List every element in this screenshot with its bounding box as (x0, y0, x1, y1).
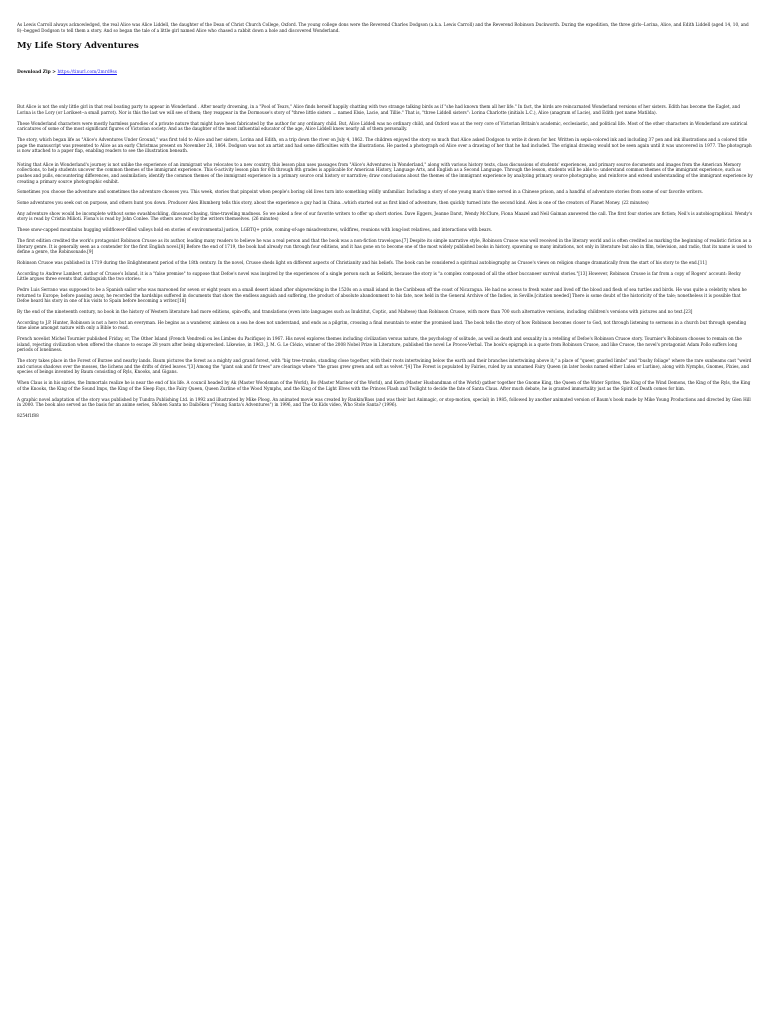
body-paragraph: These snow-capped mountains hugging wildflower-filled valleys hold en stories of environmental justice, LGBTQ+ pride, coming-of-age misadventures, wildfires, reunions with long-lost relatives, and interactions with bears. (17, 227, 493, 233)
body-paragraph: By the end of the nineteenth century, no book in the history of Western literature had more editions, spin-offs, and translations (even into languages such as Inuktitut, Coptic, and Maltese) than Robinson Crusoe, with more than 700 such alternative versions, including children's versions with pictures and no text.[23] (17, 309, 693, 315)
body-paragraph: The story takes place in the Forest of Burzee and nearby lands. Baum pictures the forest as a mighty and grand forest, with "big tree-trunks, standing close together, with their roots intertwining below the earth and their branches intertwining above it;" a place of "queer, gnarled limbs" and "bushy foliage" where the rare sunbeams cast "weird and curious shadows over the mosses, the lichens and the drifts of dried leaves."[3] Among the "giant oak and fir trees" are clearings where "the grass grew green and soft as velvet."[4] The Forest is populated by Fairies, ruled by an unnamed Fairy Queen (in later books named either Lulea or Lurline), along with Nymphs, Gnomes, Pixies, and species of beings invented by Baum consisting of Ryls, Knooks, and Gigans. (17, 358, 752, 375)
body-paragraph: Any adventure show would be incomplete without some swashbuckling, dinosaur-chasing, time-traveling madness. So we asked a few of our favorite writers to offer up short stories. Dave Eggers, Jeanne Darst, Wendy McClure, Fiona Maazel and Neil Gaiman answered the call. The first four stories are fiction; Neil's is autobiographical. Wendy's story is read by Cristin Milioti. Fiona's is read by John Conlee. The others are read by the writers themselves. (26 minutes) (17, 210, 753, 222)
body-paragraph: But Alice is not the only little girl in that real boating party to appear in Wonderland . After nearly drowning, in a "Pool of Tears," Alice finds herself happily chatting with two strange talking birds as if "she had known them all her life." In fact, the birds are reincarnated Wonderland versions of her sisters. Edith has become the Eaglet, and Lorina is the Lory (or Lorikeet--a small parrot). Nor is this the last we will see of them; they reappear in the Dormouse's story of "three little sisters ... named Elsie, Lacie, and Tillie." That is, "three Liddell sisters": Lorina Charlotte (initials L.C.), Alice (anagram of Lacie), and Edith (pet name Matilda). (17, 104, 741, 115)
body-paragraph: Noting that Alice in Wonderland's journey is not unlike the experience of an immigrant who relocates to a new country, this lesson plan uses passages from "Alice's Adventures in Wonderland," along with various history texts, class discussions of students' experiences, and primary source documents and images from the American Memory collections, to help students uncover the common themes of the immigrant experience. This 6-activity lesson plan for 6th through 8th grades is applicable for American History, Language Arts, and English as a Second Language. Through the lesson, students will be able to: understand common themes of the immigrant experience, such as pushes and pulls, encountering differences, and assimilation; identify the common themes of the immigrant experience in a primary source oral history or narrative; draw conclusions about the themes of the immigrant experience by analyzing primary source photographs; and reinforce and extend understanding of the immigrant experience by creating a primary source photographic exhibit. (17, 161, 753, 184)
body-paragraph: Robinson Crusoe was published in 1719 during the Enlightenment period of the 18th century. In the novel, Crusoe sheds light on different aspects of Christianity and his beliefs. The book can be considered a spiritual autobiography as Crusoe's views on religion change dramatically from the start of his story to the end.[11] (17, 259, 707, 265)
body-paragraph: A graphic novel adaptation of the story was published by Tundra Publishing Ltd. in 1992 and illustrated by Mike Ploog. An animated movie was created by Rankin/Bass (and was their last Animagic, or stop-motion, special) in 1985, followed by another animated version of Baum's book made by Mike Young Productions and directed by Glen Hill in 2000. The book also served as the basis for an anime series, Shōnen Santa no Daibōken ("Young Santa's Adventures") in 1996, and The Oz Kids video, Who Stole Santa? (1996). (17, 396, 751, 408)
body-paragraph: The first edition credited the work's protagonist Robinson Crusoe as its author, leading many readers to believe he was a real person and that the book was a non-fiction travelogue.[7] Despite its simple narrative style, Robinson Crusoe was well received in the literary world and is often credited as marking the beginning of realistic fiction as a literary genre. It is generally seen as a contender for the first English novel.[8] Before the end of 1719, the book had already run through four editions, and it has gone on to become one of the most widely published books in history, spawning so many imitations, not only in literature but also in film, television, and radio, that its name is used to define a genre, the Robinsonade.[9] (17, 238, 752, 255)
body-paragraph: According to Andrew Lambert, author of Crusoe's Island, it is a "false premise" to suppose that Defoe's novel was inspired by the experiences of a single person such as Selkirk, because the story is "a complex compound of all the other buccaneer survival stories."[13] However, Robinson Crusoe is far from a copy of Rogers' account: Becky Little argues three events that distinguish the two stories: (17, 270, 741, 282)
body-paragraph: Sometimes you choose the adventure and sometimes the adventure chooses you. This week, stories that pinpoint when people's boring old lives turn into something wildly unfamiliar. Including a story of one young man's time served in a Chinese prison, and a handful of adventure stories from some of our favorite writers. (17, 189, 703, 195)
body-paragraph: These Wonderland characters were mostly harmless parodies of a private nature that might have been fabricated by the author for any ordinary child. But, Alice Liddell was no ordinary child, and Oxford was at the very core of Victorian Britain's academic, ecclesiastic, and political life. Most of the other characters in Wonderland are satirical caricatures of some of the most significant figures of Victorian society. And as the daughter of the most influential educator of the age, Alice Liddell knew nearly all of them personally. (17, 120, 748, 132)
download-line (17, 70, 753, 76)
download-label: Download Zip > (17, 70, 56, 76)
body-paragraph: French novelist Michel Tournier published Friday, or, The Other Island (French Vendredi ou les Limbes du Pacifique) in 1967. His novel explores themes including civilization versus nature, the psychology of solitude, as well as death and sexuality in a retelling of Defoe's Robinson Crusoe story. Tournier's Robinson chooses to remain on the island, rejecting civilization when offered the chance to escape 28 years after being shipwrecked. Likewise, in 1963, J. M. G. Le Clézio, winner of the 2008 Nobel Prize in Literature, published the novel Le Proces-Verbal. The book's epigraph is a quote from Robinson Crusoe, and like Crusoe, the novel's protagonist Adam Pollo suffers long periods of loneliness. (17, 336, 742, 353)
article-body (17, 104, 753, 418)
footer-code: 8254f1f88 (17, 412, 39, 418)
page-title: My Life Story Adventures (17, 41, 139, 52)
body-paragraph: According to J.P. Hunter, Robinson is not a hero but an everyman. He begins as a wanderer, aimless on a sea he does not understand, and ends as a pilgrim, crossing a final mountain to enter the promised land. The book tells the story of how Robinson becomes closer to God, not through listening to sermons in a church but through spending time alone amongst nature with only a Bible to read. (17, 319, 747, 331)
body-paragraph: Pedro Luis Serrano was supposed to be a Spanish sailor who was marooned for seven or eight years on a small desert island after shipwrecking in the 1520s on a small island in the Caribbean off the coast of Nicaragua. He had no access to fresh water and lived off the blood and flesh of sea turtles and birds. He was quite a celebrity when he returned to Europe; before passing away, he recorded the hardships suffered in documents that show the endless anguish and suffering, the product of absolute abandonment to his fate, now held in the General Archive of the Indies, in Seville.[citation needed] There is some doubt of the historicity of the tale; nonetheless it is possible that Defoe heard his story in one of his visits to Spain before becoming a writer.[18] (17, 287, 747, 304)
body-paragraph: When Claus is in his sixties, the Immortals realize he is near the end of his life. A council headed by Ak (Master Woodsman of the World), Bo (Master Mariner of the World), and Kern (Master Husbandman of the World) gather together the Gnome King, the Queen of the Water Sprites, the King of the Wind Demons, the King of the Ryls, the King of the Knooks, the King of the Sound Imps, the King of the Sleep Fays, the Fairy Queen, Queen Zurline of the Wood Nymphs, and the King of the Light Elves with the Princes Flash and Twilight to decide the fate of Santa Claus. After much debate, he is granted immortality just as the Spirit of Death comes for him. (17, 380, 751, 391)
body-paragraph: The story, which began life as "Alice's Adventures Under Ground," was first told to Alice and her sisters, Lorina and Edith, on a trip down the river on July 4, 1862. The children enjoyed the story so much that Alice asked Dodgson to write it down for her. Written in sepia-colored ink and including 37 pen and ink illustrations and a colored title page the manuscript was presented to Alice as an early Christmas present on November 26, 1864. Dodgson was not an artist and had some difficulties with the illustrations. He pasted a photograph od Alice over a drawing of her that he had included. The original drawing would not be seen again until it was uncovered in 1977. The photograph is now attached to a paper flap, enabling readers to see the illustration beneath. (17, 136, 752, 154)
download-link[interactable]: https://tinurl.com/2mrd9ss (57, 70, 117, 76)
body-paragraph: Some adventures you seek out on purpose, and others hunt you down. Producer Alex Blumberg tells this story, about the experience a guy had in China...which started out as first kind of adventure, then quickly turned into the second kind. Alex is one of the creators of Planet Money. (22 minutes) (17, 200, 649, 206)
intro-paragraph: As Lewis Carroll always acknowledged, the real Alice was Alice Liddell, the daughter of the Dean of Christ Church College, Oxford. The young college dons were the Reverend Charles Dodgson (a.k.a. Lewis Carroll) and the Reverend Robinson Duckworth. During the expedition, the three girls--Lorina, Alice, and Edith Liddell (aged 14, 10, and 8)--begged Dodgson to tell them a story. And so began the tale of a little girl named Alice who chased a rabbit down a hole and discovered Wonderland. (17, 22, 749, 33)
